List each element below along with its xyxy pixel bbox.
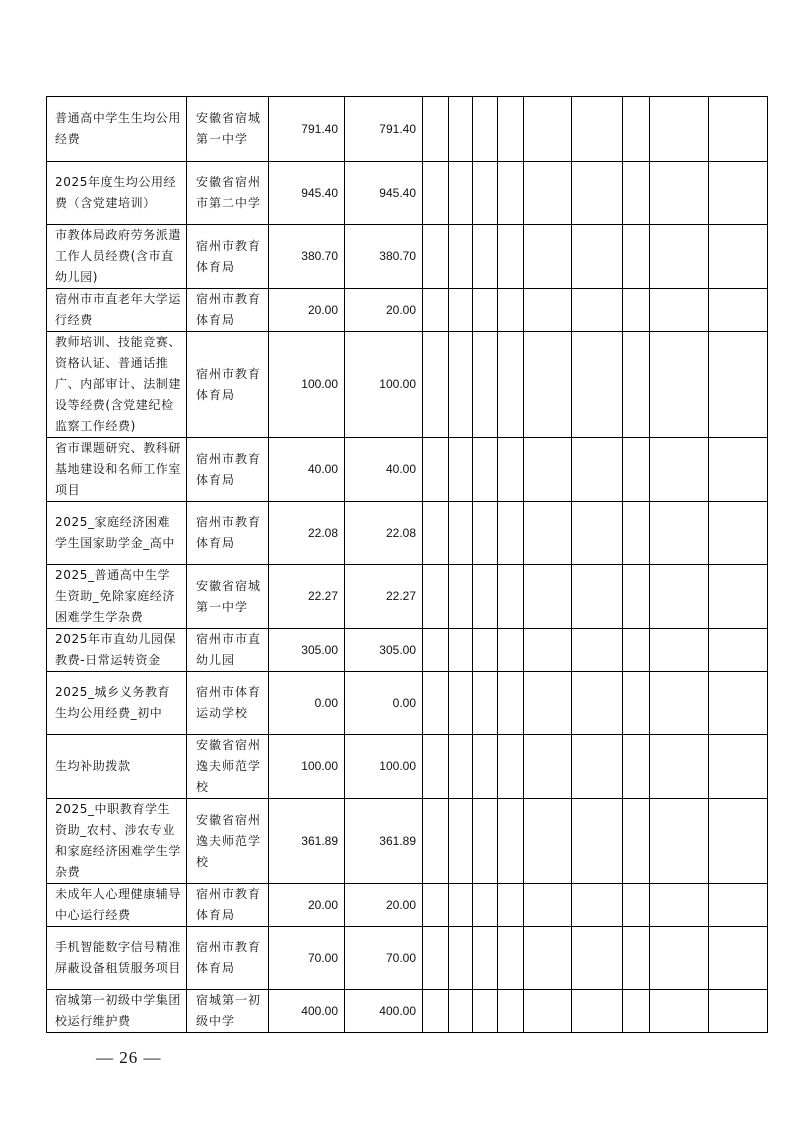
unit-cell: 安徽省宿城第一中学 bbox=[187, 97, 269, 162]
empty-cell bbox=[709, 990, 768, 1033]
project-name-cell: 省市课题研究、教科研基地建设和名师工作室项目 bbox=[47, 438, 187, 502]
empty-cell bbox=[524, 438, 572, 502]
table-row bbox=[47, 672, 768, 735]
project-name-cell: 生均补助拨款 bbox=[47, 735, 187, 799]
unit-cell: 安徽省宿州逸夫师范学校 bbox=[187, 799, 269, 884]
empty-cell bbox=[473, 225, 498, 289]
table-row bbox=[47, 502, 768, 565]
fiscal-amount-cell: 70.00 bbox=[345, 927, 423, 990]
empty-cell bbox=[473, 799, 498, 884]
empty-cell bbox=[524, 162, 572, 225]
empty-cell bbox=[498, 97, 524, 162]
empty-cell bbox=[623, 735, 650, 799]
table-body bbox=[47, 97, 768, 1033]
empty-cell bbox=[524, 799, 572, 884]
amount-cell: 0.00 bbox=[269, 672, 345, 735]
empty-cell bbox=[449, 438, 473, 502]
unit-cell: 宿州市教育体育局 bbox=[187, 502, 269, 565]
unit-cell: 安徽省宿州逸夫师范学校 bbox=[187, 735, 269, 799]
empty-cell bbox=[449, 332, 473, 438]
amount-cell: 400.00 bbox=[269, 990, 345, 1033]
empty-cell bbox=[423, 289, 449, 332]
empty-cell bbox=[449, 565, 473, 629]
empty-cell bbox=[449, 97, 473, 162]
empty-cell bbox=[572, 672, 623, 735]
empty-cell bbox=[423, 799, 449, 884]
fiscal-amount-cell: 40.00 bbox=[345, 438, 423, 502]
project-name-cell: 2025_普通高中生学生资助_免除家庭经济困难学生学杂费 bbox=[47, 565, 187, 629]
project-name-cell: 2025_家庭经济困难学生国家助学金_高中 bbox=[47, 502, 187, 565]
empty-cell bbox=[650, 225, 709, 289]
empty-cell bbox=[572, 629, 623, 672]
fiscal-amount-cell: 0.00 bbox=[345, 672, 423, 735]
empty-cell bbox=[709, 332, 768, 438]
empty-cell bbox=[473, 502, 498, 565]
empty-cell bbox=[572, 927, 623, 990]
empty-cell bbox=[498, 629, 524, 672]
fiscal-amount-cell: 22.08 bbox=[345, 502, 423, 565]
empty-cell bbox=[524, 332, 572, 438]
empty-cell bbox=[524, 502, 572, 565]
empty-cell bbox=[650, 438, 709, 502]
empty-cell bbox=[709, 629, 768, 672]
empty-cell bbox=[623, 97, 650, 162]
empty-cell bbox=[623, 289, 650, 332]
empty-cell bbox=[449, 990, 473, 1033]
unit-cell: 安徽省宿城第一中学 bbox=[187, 565, 269, 629]
empty-cell bbox=[423, 927, 449, 990]
empty-cell bbox=[524, 672, 572, 735]
empty-cell bbox=[423, 225, 449, 289]
empty-cell bbox=[498, 289, 524, 332]
empty-cell bbox=[498, 735, 524, 799]
empty-cell bbox=[709, 735, 768, 799]
empty-cell bbox=[572, 799, 623, 884]
empty-cell bbox=[623, 225, 650, 289]
page-number: — 26 — bbox=[96, 1048, 162, 1067]
empty-cell bbox=[623, 629, 650, 672]
amount-cell: 361.89 bbox=[269, 799, 345, 884]
fiscal-amount-cell: 361.89 bbox=[345, 799, 423, 884]
fiscal-amount-cell: 400.00 bbox=[345, 990, 423, 1033]
budget-table bbox=[46, 96, 768, 1033]
empty-cell bbox=[709, 927, 768, 990]
amount-cell: 22.27 bbox=[269, 565, 345, 629]
empty-cell bbox=[498, 990, 524, 1033]
empty-cell bbox=[623, 332, 650, 438]
empty-cell bbox=[449, 672, 473, 735]
empty-cell bbox=[473, 97, 498, 162]
empty-cell bbox=[650, 162, 709, 225]
project-name-cell: 宿州市市直老年大学运行经费 bbox=[47, 289, 187, 332]
empty-cell bbox=[650, 927, 709, 990]
unit-cell: 宿州市教育体育局 bbox=[187, 289, 269, 332]
empty-cell bbox=[449, 735, 473, 799]
empty-cell bbox=[423, 438, 449, 502]
empty-cell bbox=[498, 225, 524, 289]
empty-cell bbox=[498, 438, 524, 502]
project-name-cell: 教师培训、技能竞赛、资格认证、普通话推广、内部审计、法制建设等经费(含党建纪检监察工作经费) bbox=[47, 332, 187, 438]
fiscal-amount-cell: 20.00 bbox=[345, 289, 423, 332]
table-row bbox=[47, 162, 768, 225]
fiscal-amount-cell: 945.40 bbox=[345, 162, 423, 225]
empty-cell bbox=[623, 672, 650, 735]
empty-cell bbox=[650, 502, 709, 565]
fiscal-amount-cell: 100.00 bbox=[345, 332, 423, 438]
empty-cell bbox=[623, 990, 650, 1033]
empty-cell bbox=[473, 672, 498, 735]
empty-cell bbox=[423, 565, 449, 629]
empty-cell bbox=[524, 735, 572, 799]
empty-cell bbox=[572, 502, 623, 565]
fiscal-amount-cell: 380.70 bbox=[345, 225, 423, 289]
unit-cell: 宿州市教育体育局 bbox=[187, 332, 269, 438]
empty-cell bbox=[650, 735, 709, 799]
empty-cell bbox=[572, 735, 623, 799]
table-row bbox=[47, 565, 768, 629]
empty-cell bbox=[524, 289, 572, 332]
empty-cell bbox=[498, 884, 524, 927]
empty-cell bbox=[650, 629, 709, 672]
empty-cell bbox=[449, 629, 473, 672]
unit-cell: 宿州市教育体育局 bbox=[187, 884, 269, 927]
empty-cell bbox=[572, 332, 623, 438]
empty-cell bbox=[650, 990, 709, 1033]
empty-cell bbox=[498, 799, 524, 884]
empty-cell bbox=[709, 438, 768, 502]
empty-cell bbox=[524, 565, 572, 629]
empty-cell bbox=[709, 672, 768, 735]
empty-cell bbox=[449, 225, 473, 289]
empty-cell bbox=[709, 884, 768, 927]
fiscal-amount-cell: 791.40 bbox=[345, 97, 423, 162]
amount-cell: 20.00 bbox=[269, 884, 345, 927]
empty-cell bbox=[623, 799, 650, 884]
empty-cell bbox=[473, 332, 498, 438]
project-name-cell: 2025_城乡义务教育生均公用经费_初中 bbox=[47, 672, 187, 735]
table-row bbox=[47, 332, 768, 438]
fiscal-amount-cell: 22.27 bbox=[345, 565, 423, 629]
amount-cell: 100.00 bbox=[269, 735, 345, 799]
project-name-cell: 手机智能数字信号精准屏蔽设备租赁服务项目 bbox=[47, 927, 187, 990]
empty-cell bbox=[498, 565, 524, 629]
amount-cell: 22.08 bbox=[269, 502, 345, 565]
empty-cell bbox=[709, 799, 768, 884]
empty-cell bbox=[423, 97, 449, 162]
amount-cell: 305.00 bbox=[269, 629, 345, 672]
empty-cell bbox=[524, 884, 572, 927]
empty-cell bbox=[498, 672, 524, 735]
empty-cell bbox=[473, 884, 498, 927]
empty-cell bbox=[498, 927, 524, 990]
empty-cell bbox=[650, 672, 709, 735]
empty-cell bbox=[623, 502, 650, 565]
empty-cell bbox=[524, 225, 572, 289]
empty-cell bbox=[498, 502, 524, 565]
empty-cell bbox=[572, 565, 623, 629]
table-row bbox=[47, 629, 768, 672]
empty-cell bbox=[524, 629, 572, 672]
empty-cell bbox=[423, 502, 449, 565]
empty-cell bbox=[423, 162, 449, 225]
amount-cell: 40.00 bbox=[269, 438, 345, 502]
table-row bbox=[47, 735, 768, 799]
project-name-cell: 2025_中职教育学生资助_农村、涉农专业和家庭经济困难学生学杂费 bbox=[47, 799, 187, 884]
empty-cell bbox=[423, 884, 449, 927]
project-name-cell: 未成年人心理健康辅导中心运行经费 bbox=[47, 884, 187, 927]
empty-cell bbox=[650, 565, 709, 629]
project-name-cell: 2025年度生均公用经费（含党建培训） bbox=[47, 162, 187, 225]
empty-cell bbox=[572, 97, 623, 162]
table-row bbox=[47, 97, 768, 162]
empty-cell bbox=[473, 565, 498, 629]
table-row bbox=[47, 927, 768, 990]
empty-cell bbox=[524, 927, 572, 990]
empty-cell bbox=[650, 799, 709, 884]
empty-cell bbox=[650, 97, 709, 162]
table-row bbox=[47, 225, 768, 289]
empty-cell bbox=[623, 162, 650, 225]
empty-cell bbox=[449, 884, 473, 927]
empty-cell bbox=[709, 289, 768, 332]
empty-cell bbox=[572, 289, 623, 332]
amount-cell: 20.00 bbox=[269, 289, 345, 332]
empty-cell bbox=[623, 438, 650, 502]
table-row bbox=[47, 884, 768, 927]
empty-cell bbox=[709, 502, 768, 565]
unit-cell: 宿州市教育体育局 bbox=[187, 225, 269, 289]
empty-cell bbox=[423, 990, 449, 1033]
amount-cell: 380.70 bbox=[269, 225, 345, 289]
unit-cell: 宿州市教育体育局 bbox=[187, 927, 269, 990]
empty-cell bbox=[449, 927, 473, 990]
amount-cell: 100.00 bbox=[269, 332, 345, 438]
project-name-cell: 宿城第一初级中学集团校运行维护费 bbox=[47, 990, 187, 1033]
empty-cell bbox=[473, 289, 498, 332]
unit-cell: 安徽省宿州市第二中学 bbox=[187, 162, 269, 225]
empty-cell bbox=[650, 884, 709, 927]
fiscal-amount-cell: 305.00 bbox=[345, 629, 423, 672]
empty-cell bbox=[572, 884, 623, 927]
empty-cell bbox=[423, 629, 449, 672]
unit-cell: 宿州市体育运动学校 bbox=[187, 672, 269, 735]
empty-cell bbox=[449, 162, 473, 225]
amount-cell: 70.00 bbox=[269, 927, 345, 990]
project-name-cell: 2025年市直幼儿园保教费-日常运转资金 bbox=[47, 629, 187, 672]
empty-cell bbox=[449, 289, 473, 332]
empty-cell bbox=[498, 162, 524, 225]
empty-cell bbox=[623, 884, 650, 927]
empty-cell bbox=[473, 735, 498, 799]
unit-cell: 宿城第一初级中学 bbox=[187, 990, 269, 1033]
table-row bbox=[47, 438, 768, 502]
empty-cell bbox=[572, 438, 623, 502]
empty-cell bbox=[709, 565, 768, 629]
fiscal-amount-cell: 100.00 bbox=[345, 735, 423, 799]
project-name-cell: 普通高中学生生均公用经费 bbox=[47, 97, 187, 162]
empty-cell bbox=[423, 332, 449, 438]
empty-cell bbox=[623, 927, 650, 990]
empty-cell bbox=[473, 927, 498, 990]
project-name-cell: 市教体局政府劳务派遣工作人员经费(含市直幼儿园) bbox=[47, 225, 187, 289]
empty-cell bbox=[423, 735, 449, 799]
table-row bbox=[47, 799, 768, 884]
empty-cell bbox=[650, 332, 709, 438]
empty-cell bbox=[524, 990, 572, 1033]
unit-cell: 宿州市教育体育局 bbox=[187, 438, 269, 502]
amount-cell: 791.40 bbox=[269, 97, 345, 162]
empty-cell bbox=[623, 565, 650, 629]
empty-cell bbox=[473, 438, 498, 502]
table-row bbox=[47, 289, 768, 332]
empty-cell bbox=[709, 162, 768, 225]
unit-cell: 宿州市市直幼儿园 bbox=[187, 629, 269, 672]
amount-cell: 945.40 bbox=[269, 162, 345, 225]
empty-cell bbox=[498, 332, 524, 438]
table-row bbox=[47, 990, 768, 1033]
empty-cell bbox=[572, 162, 623, 225]
empty-cell bbox=[473, 990, 498, 1033]
empty-cell bbox=[524, 97, 572, 162]
empty-cell bbox=[572, 990, 623, 1033]
fiscal-amount-cell: 20.00 bbox=[345, 884, 423, 927]
empty-cell bbox=[709, 97, 768, 162]
empty-cell bbox=[423, 672, 449, 735]
empty-cell bbox=[473, 162, 498, 225]
empty-cell bbox=[709, 225, 768, 289]
empty-cell bbox=[449, 799, 473, 884]
empty-cell bbox=[449, 502, 473, 565]
empty-cell bbox=[650, 289, 709, 332]
empty-cell bbox=[572, 225, 623, 289]
empty-cell bbox=[473, 629, 498, 672]
